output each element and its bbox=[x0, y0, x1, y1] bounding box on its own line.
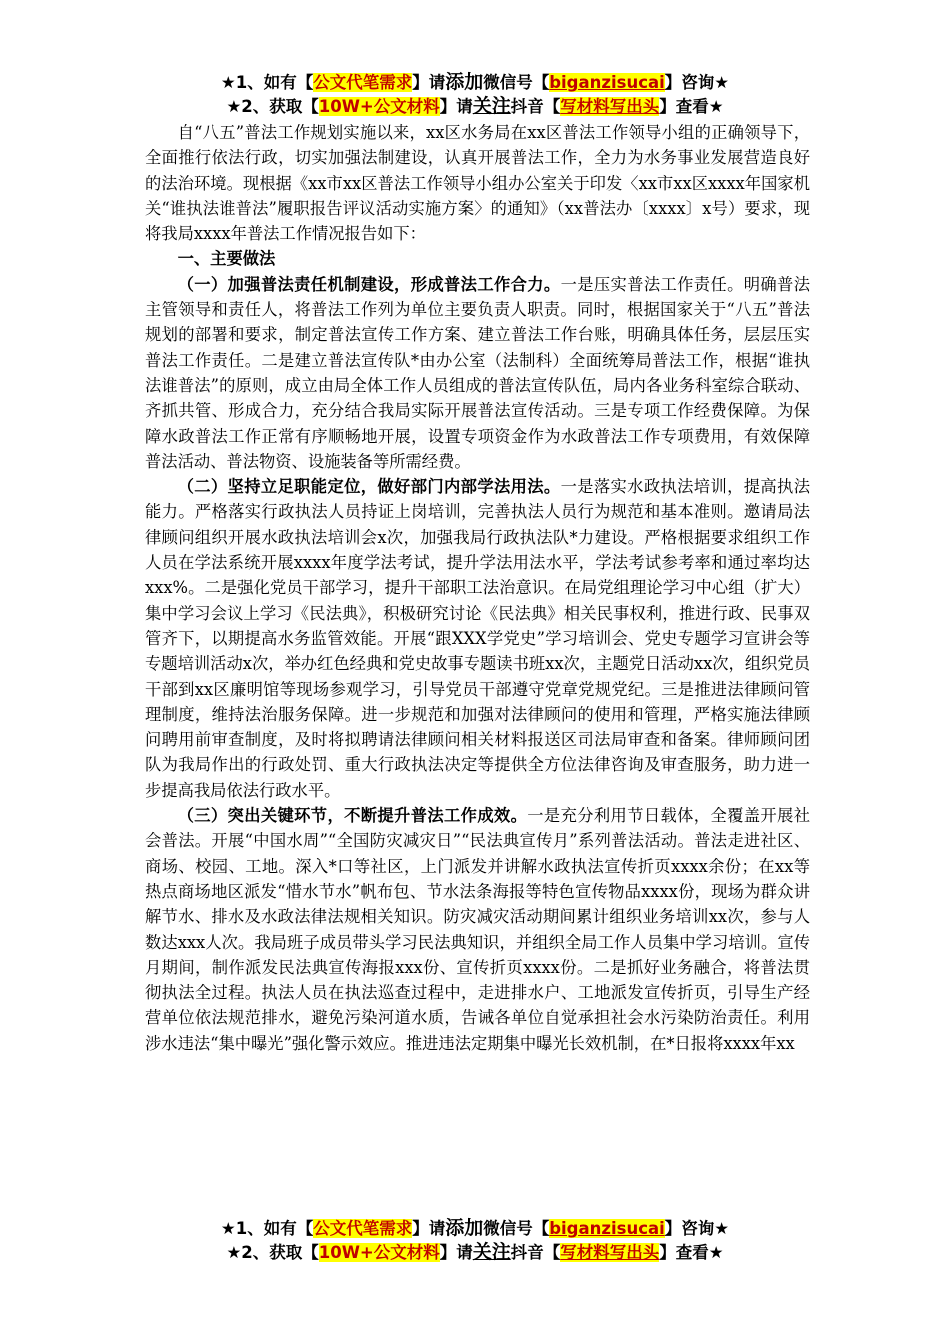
promo-line-2-top: ★2、获取【10W+公文材料】请关注抖音【写材料写出头】查看★ bbox=[226, 95, 724, 117]
subsection-2 bbox=[145, 474, 810, 803]
subsection-1 bbox=[145, 272, 810, 474]
promo-line-2-bottom: ★2、获取【10W+公文材料】请关注抖音【写材料写出头】查看★ bbox=[226, 1241, 724, 1263]
subsection-3 bbox=[145, 803, 810, 1056]
douyin-id[interactable]: 写材料写出头 bbox=[560, 97, 660, 116]
subsection-3-body: 一是充分利用节日载体，全覆盖开展社会普法。开展“中国水周”“全国防灾减灾日”“民法典宣传月”系列普法活动。普法走进社区、商场、校园、工地。深入*口等社区，上门派发并讲解水政执法宣传折页xxxx余份；在xx等热点商场地区派发“惜水节水”帆布包、节水法条海报等特色宣传物品xxxx份，现场为群众讲解节水、排水及水政法律法规相关知识。防灾减灾活动期间累计组织业务培训xx次，参与人数达xxx人次。我局班子成员带头学习民法典知识，并组织全局工作人员集中学习培训。宣传月期间，制作派发民法典宣传海报xxx份、宣传折页xxxx份。二是抓好业务融合，将普法贯彻执法全过程。执法人员在执法巡查过程中，走进排水户、工地派发宣传折页，引导生产经营单位依法规范排水，避免污染河道水质，告诫各单位自觉承担社会水污染防治责任。利用涉水违法“集中曝光”强化警示效应。推进违法定期集中曝光长效机制，在*日报将xxxx年xx bbox=[145, 806, 810, 1053]
subsection-2-title: （二）坚持立足职能定位，做好部门内部学法用法。 bbox=[177, 477, 561, 497]
subsection-1-body: 一是压实普法工作责任。明确普法主管领导和责任人，将普法工作列为单位主要负责人职责。同时，根据国家关于“八五”普法规划的部署和要求，制定普法宣传工作方案、建立普法工作台账，明确具体任务，层层压实普法工作责任。二是建立普法宣传队*由办公室（法制科）全面统筹局普法工作，根据“谁执法谁普法”的原则，成立由局全体工作人员组成的普法宣传队伍，局内各业务科室综合联动、齐抓共管、形成合力，充分结合我局实际开展普法宣传活动。三是专项工作经费保障。为保障水政普法工作正常有序顺畅地开展，设置专项资金作为水政普法工作专项费用，有效保障普法活动、普法物资、设施装备等所需经费。 bbox=[145, 274, 810, 471]
subsection-2-body: 一是落实水政执法培训，提高执法能力。严格落实行政执法人员持证上岗培训，完善执法人员行为规范和基本准则。邀请局法律顾问组织开展水政执法培训会x次，加强我局行政执法队*力建设。严格根据要求组织工作人员在学法系统开展xxxx年度学法考试，提升学法用法水平，学法考试参考率和通过率均达xxx%。二是强化党员干部学习，提升干部职工法治意识。在局党组理论学习中心组（扩大）集中学习会议上学习《民法典》，积极研究讨论《民法典》相关民事权利，推进行政、民事双管齐下，以期提高水务监管效能。开展“跟XXX学党史”学习培训会、党史专题学习宣讲会等专题培训活动x次，举办红色经典和党史故事专题读书班xx次，主题党日活动xx次，组织党员干部到xx区廉明馆等现场参观学习，引导党员干部遵守党章党规党纪。三是推进法律顾问管理制度，维持法治服务保障。进一步规范和加强对法律顾问的使用和管理，严格实施法律顾问聘用前审查制度，及时将拟聘请法律顾问相关材料报送区司法局审查和备案。律师顾问团队为我局作出的行政处罚、重大行政执法决定等提供全方位法律咨询及审查服务，助力进一步提高我局依法行政水平。 bbox=[145, 477, 810, 800]
douyin-id[interactable]: 写材料写出头 bbox=[560, 1243, 660, 1262]
wechat-id[interactable]: biganzisucai bbox=[549, 73, 665, 92]
document-body bbox=[145, 120, 810, 1056]
section-heading: 一、主要做法 bbox=[177, 249, 276, 269]
promo-highlight: 公文代笔需求 bbox=[313, 73, 413, 92]
wechat-id[interactable]: biganzisucai bbox=[549, 1219, 665, 1238]
promo-line-1-bottom: ★1、如有【公文代笔需求】请添加微信号【biganzisucai】咨询★ bbox=[220, 1217, 730, 1239]
promo-highlight: 10W+公文材料 bbox=[318, 1243, 440, 1262]
promo-highlight: 公文代笔需求 bbox=[313, 1219, 413, 1238]
promo-highlight: 10W+公文材料 bbox=[318, 97, 440, 116]
promo-line-1-top: ★1、如有【公文代笔需求】请添加微信号【biganzisucai】咨询★ bbox=[220, 71, 730, 93]
intro-paragraph: 自“八五”普法工作规划实施以来，xx区水务局在xx区普法工作领导小组的正确领导下，全面推行依法行政，切实加强法制建设，认真开展普法工作，全力为水务事业发展营造良好的法治环境。现根据《xx市xx区普法工作领导小组办公室关于印发〈xx市xx区xxxx年国家机关“谁执法谁普法”履职报告评议活动实施方案〉的通知》（xx普法办〔xxxx〕x号）要求，现将我局xxxx年普法工作情况报告如下： bbox=[145, 123, 810, 244]
subsection-3-title: （三）突出关键环节，不断提升普法工作成效。 bbox=[177, 806, 528, 826]
subsection-1-title: （一）加强普法责任机制建设，形成普法工作合力。 bbox=[177, 274, 561, 294]
